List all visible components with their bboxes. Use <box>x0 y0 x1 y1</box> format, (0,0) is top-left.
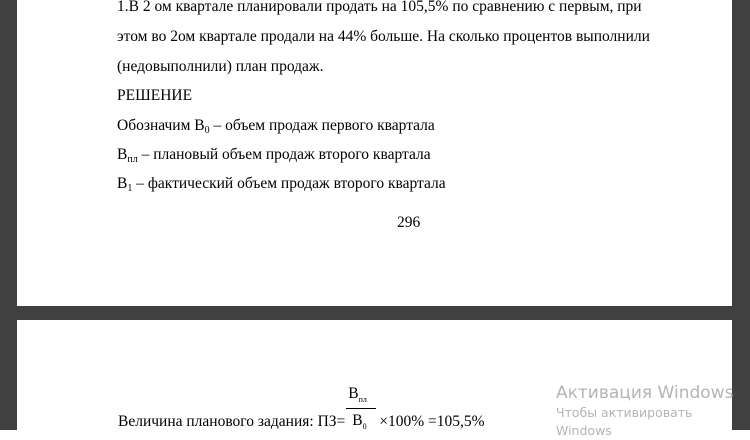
formula-fraction <box>346 385 378 436</box>
definition-bpl <box>117 146 431 165</box>
definition-b1-prefix: В <box>117 175 128 192</box>
definition-bpl-text: – плановый объем продаж второго квартала <box>137 146 431 163</box>
windows-activation-watermark <box>556 382 750 440</box>
fraction-bar <box>346 408 376 409</box>
definition-bpl-subscript: пл <box>127 154 138 165</box>
fraction-denominator: $В_0$ <box>352 412 367 431</box>
definition-b0-text: – объем продаж первого квартала <box>209 117 435 134</box>
formula-result: ×100% =105,5% <box>379 413 485 430</box>
definition-b1 <box>117 175 446 194</box>
definition-b0-prefix: Обозначим В <box>117 117 205 134</box>
definition-b0-subscript: 0 <box>204 125 210 136</box>
definition-bpl-prefix: В <box>117 146 128 163</box>
definition-b0 <box>117 117 435 136</box>
solution-heading: РЕШЕНИЕ <box>117 87 193 104</box>
problem-line-2: этом во 2ом квартале продали на 44% больше. На сколько процентов выполнили <box>117 28 650 45</box>
document-page-296 <box>17 0 732 306</box>
activation-title: Активация Windows <box>556 383 734 403</box>
formula-label: Величина планового задания: ПЗ= <box>118 413 346 430</box>
definition-b1-text: – фактический объем продаж второго квартала <box>132 175 446 192</box>
plan-target-formula <box>118 385 485 436</box>
activation-subtitle: Чтобы активировать Windows <box>556 405 693 438</box>
problem-line-3: (недовыполнили) план продаж. <box>117 58 324 75</box>
page-number: 296 <box>397 214 421 231</box>
problem-line-1: 1.В 2 ом квартале планировали продать на 105,5% по сравнению с первым, при <box>117 0 642 15</box>
fraction-numerator: $В_{пл}$ <box>348 385 367 404</box>
definition-b1-subscript: 1 <box>127 183 133 194</box>
